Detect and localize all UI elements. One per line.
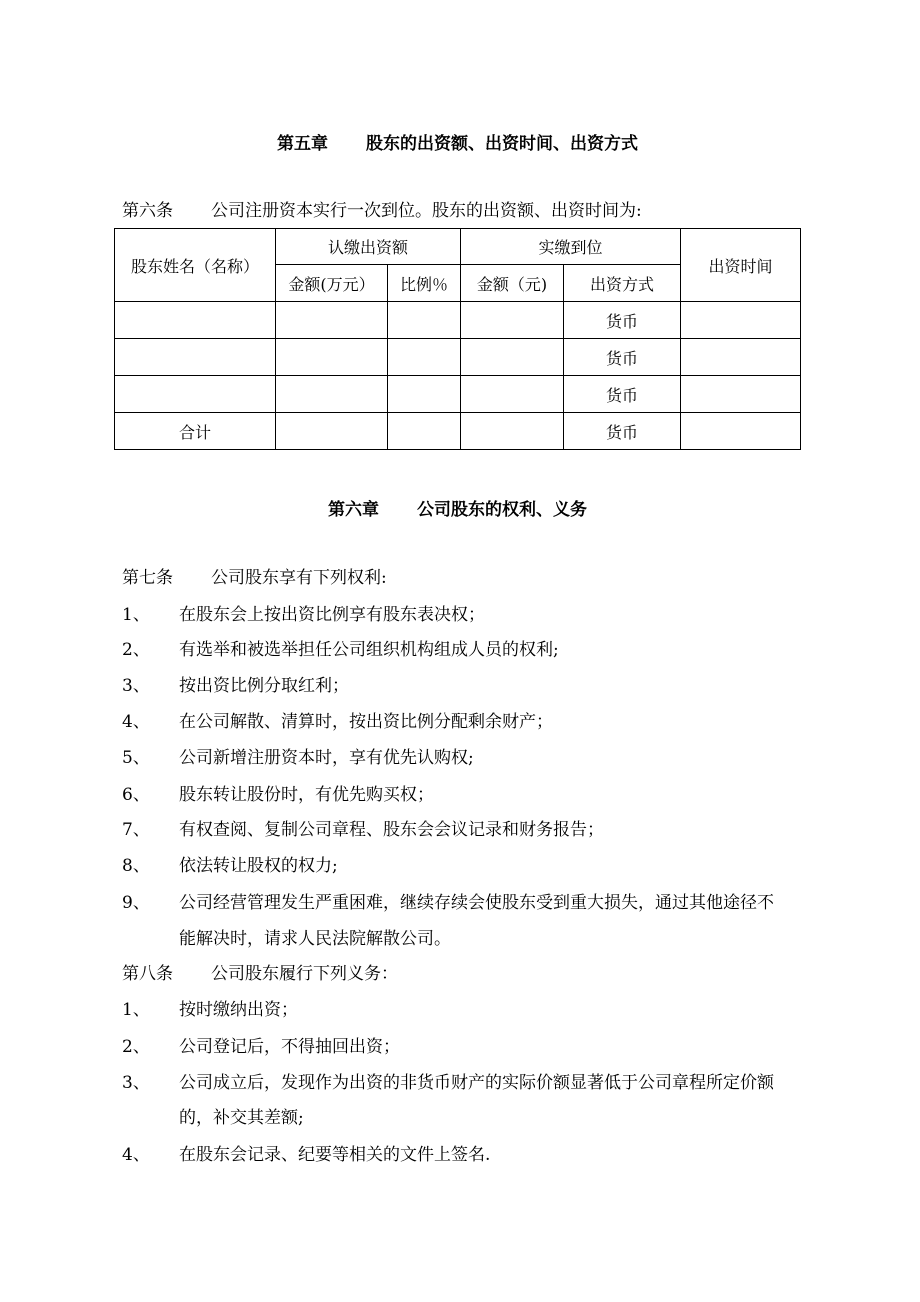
cell-amount-wan <box>276 339 388 376</box>
cell-method: 货币 <box>564 302 681 339</box>
table-total-row <box>115 413 801 450</box>
list-item-continuation-text: 能解决时，请求人民法院解散公司。 <box>179 929 451 949</box>
cell-amount-yuan <box>461 376 564 413</box>
list-item-number: 4、 <box>122 1145 150 1165</box>
list-item <box>122 1037 400 1057</box>
cell-time <box>681 413 801 450</box>
chapter-6-title: 公司股东的权利、义务 <box>417 500 587 520</box>
chapter-5-heading <box>277 129 638 154</box>
table-row <box>115 302 801 339</box>
cell-ratio <box>388 413 461 450</box>
cell-amount-yuan <box>461 302 564 339</box>
cell-amount-wan <box>276 302 388 339</box>
header-amount-yuan: 金额（元) <box>461 265 564 302</box>
table-row <box>115 376 801 413</box>
list-item-text: 在股东会记录、纪要等相关的文件上签名. <box>179 1145 491 1165</box>
header-ratio: 比例％ <box>388 265 461 302</box>
list-item-number: 5、 <box>122 748 150 768</box>
list-item <box>122 640 559 660</box>
header-shareholder-name: 股东姓名（名称） <box>115 229 276 302</box>
cell-amount-wan <box>276 376 388 413</box>
list-item <box>122 893 774 913</box>
list-item-text: 公司新增注册资本时，享有优先认购权; <box>179 748 474 768</box>
cell-method: 货币 <box>564 413 681 450</box>
article-6-text: 公司注册资本实行一次到位。股东的出资额、出资时间为: <box>211 201 642 221</box>
article-7-number: 第七条 <box>122 568 173 588</box>
list-item-number: 7、 <box>122 820 150 840</box>
list-item-number: 2、 <box>122 640 150 660</box>
header-contribution-time: 出资时间 <box>681 229 801 302</box>
list-item <box>122 785 434 805</box>
list-item-number: 9、 <box>122 893 150 913</box>
article-7-text: 公司股东享有下列权利: <box>211 568 387 588</box>
chapter-6-heading <box>328 495 587 520</box>
cell-time <box>681 376 801 413</box>
list-item-number: 1、 <box>122 1000 150 1020</box>
list-item <box>122 712 553 732</box>
list-item-continuation <box>179 929 451 949</box>
list-item-number: 6、 <box>122 785 150 805</box>
list-item-number: 8、 <box>122 856 150 876</box>
list-item-text: 公司登记后，不得抽回出资； <box>179 1037 400 1057</box>
table-header-row <box>115 229 801 265</box>
list-item-text: 公司经营管理发生严重困难，继续存续会使股东受到重大损失，通过其他途径不 <box>179 893 774 913</box>
list-item-text: 按出资比例分取红利； <box>179 676 349 696</box>
list-item-text: 公司成立后，发现作为出资的非货币财产的实际价额显著低于公司章程所定价额 <box>179 1073 774 1093</box>
cell-method: 货币 <box>564 376 681 413</box>
list-item-number: 1、 <box>122 605 150 625</box>
list-item <box>122 820 604 840</box>
list-item-number: 3、 <box>122 676 150 696</box>
cell-total-label: 合计 <box>115 413 276 450</box>
header-subscribed-capital: 认缴出资额 <box>276 229 461 265</box>
table-row <box>115 339 801 376</box>
cell-amount-wan <box>276 413 388 450</box>
article-6 <box>122 201 642 221</box>
list-item-number: 2、 <box>122 1037 150 1057</box>
list-item <box>122 1000 298 1020</box>
list-item <box>122 748 474 768</box>
list-item-continuation <box>179 1108 304 1128</box>
article-6-number: 第六条 <box>122 201 173 221</box>
list-item-number: 3、 <box>122 1073 150 1093</box>
cell-name <box>115 302 276 339</box>
list-item-text: 股东转让股份时，有优先购买权； <box>179 785 434 805</box>
list-item-number: 4、 <box>122 712 150 732</box>
capital-contribution-table <box>114 228 801 450</box>
list-item-text: 有选举和被选举担任公司组织机构组成人员的权利; <box>179 640 559 660</box>
list-item-text: 有权查阅、复制公司章程、股东会会议记录和财务报告； <box>179 820 604 840</box>
cell-method: 货币 <box>564 339 681 376</box>
header-amount-wan: 金额(万元） <box>276 265 388 302</box>
article-7 <box>122 568 387 588</box>
list-item <box>122 1145 491 1165</box>
article-8-text: 公司股东履行下列义务： <box>211 964 398 984</box>
article-8 <box>122 964 398 984</box>
cell-amount-yuan <box>461 413 564 450</box>
cell-ratio <box>388 339 461 376</box>
list-item <box>122 605 485 625</box>
chapter-5-number: 第五章 <box>277 134 328 154</box>
list-item-text: 依法转让股权的权力; <box>179 856 338 876</box>
header-paid-in: 实缴到位 <box>461 229 681 265</box>
cell-name <box>115 376 276 413</box>
cell-time <box>681 339 801 376</box>
cell-ratio <box>388 376 461 413</box>
cell-amount-yuan <box>461 339 564 376</box>
cell-time <box>681 302 801 339</box>
list-item <box>122 1073 774 1093</box>
cell-name <box>115 339 276 376</box>
header-method: 出资方式 <box>564 265 681 302</box>
list-item-text: 按时缴纳出资； <box>179 1000 298 1020</box>
list-item-text: 在股东会上按出资比例享有股东表决权； <box>179 605 485 625</box>
cell-ratio <box>388 302 461 339</box>
list-item-continuation-text: 的，补交其差额; <box>179 1108 304 1128</box>
list-item <box>122 856 338 876</box>
chapter-6-number: 第六章 <box>328 500 379 520</box>
list-item-text: 在公司解散、清算时，按出资比例分配剩余财产； <box>179 712 553 732</box>
chapter-5-title: 股东的出资额、出资时间、出资方式 <box>366 134 638 154</box>
list-item <box>122 676 349 696</box>
article-8-number: 第八条 <box>122 964 173 984</box>
